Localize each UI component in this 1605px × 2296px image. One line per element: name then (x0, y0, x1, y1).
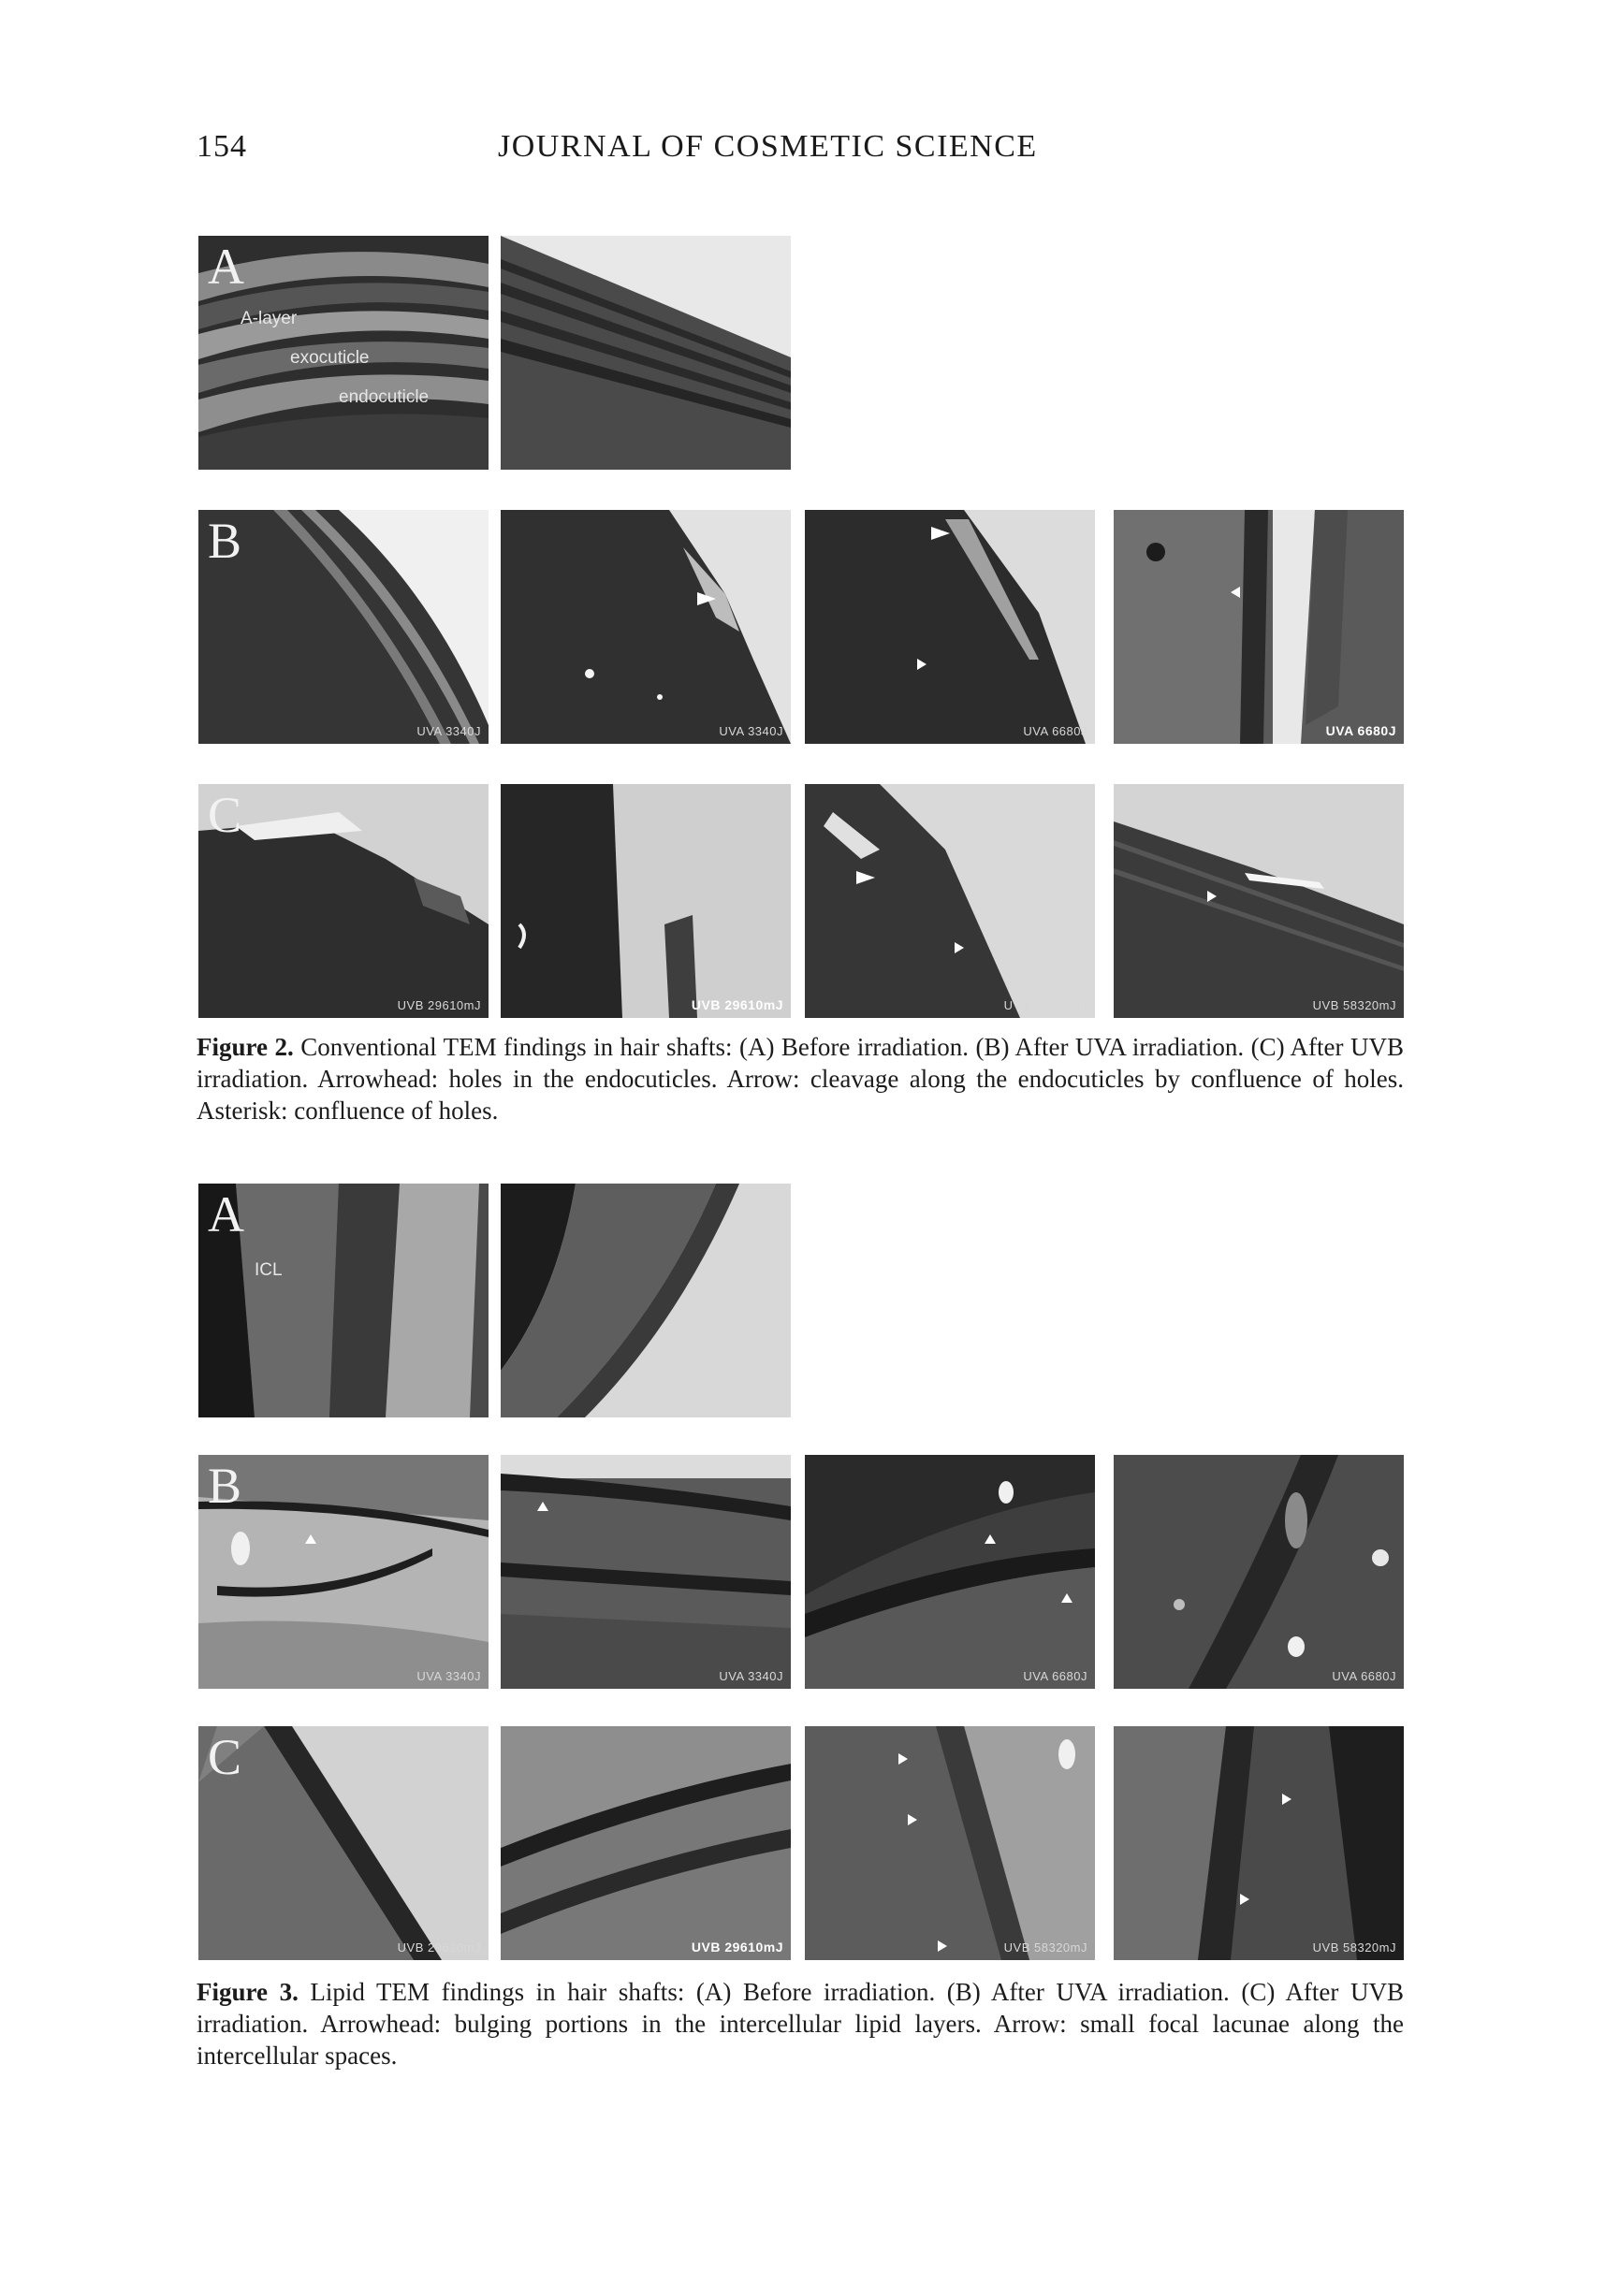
annotation-exocuticle: exocuticle (290, 348, 370, 368)
tem-micrograph-image (805, 1455, 1095, 1689)
fig2-panel-b3 (805, 510, 1095, 744)
tem-micrograph-image (501, 1184, 791, 1417)
journal-title: JOURNAL OF COSMETIC SCIENCE (498, 129, 1038, 164)
tem-micrograph-image (501, 236, 791, 470)
annotation-a-layer: A-layer (241, 309, 298, 328)
tem-micrograph-image (1114, 784, 1404, 1018)
dose-label: UVA 6680J (1325, 723, 1396, 738)
tem-micrograph-image (805, 1726, 1095, 1960)
fig3-panel-c2 (501, 1726, 791, 1960)
fig2-panel-c1 (198, 784, 489, 1018)
dose-label: UVA 3340J (719, 724, 783, 738)
figure-3-caption-text: Lipid TEM findings in hair shafts: (A) Before irradiation. (B) After UVA irradiation. (C) After UVB irradiation. Arrowhead: bulging portions in the intercellular lipid layers. Arrow: small focal lacunae along the intercellular spaces. (197, 1978, 1404, 2070)
panel-label: A (208, 239, 244, 295)
tem-micrograph-image (501, 784, 791, 1018)
fig3-panel-b3 (805, 1455, 1095, 1689)
dose-label: UVB 58320mJ (1003, 1940, 1087, 1955)
tem-micrograph-image (501, 1455, 791, 1689)
fig3-panel-b2 (501, 1455, 791, 1689)
fig2-panel-b2 (501, 510, 791, 744)
fig3-panel-a2 (501, 1184, 791, 1417)
dose-label: UVB 58320mJ (1003, 998, 1087, 1012)
dose-label: UVA 3340J (416, 1669, 481, 1683)
panel-label: A (208, 1186, 244, 1242)
fig2-panel-b4 (1114, 510, 1404, 744)
dose-label: UVA 3340J (416, 724, 481, 738)
tem-micrograph-image (1114, 1455, 1404, 1689)
fig3-panel-b1 (198, 1455, 489, 1689)
dose-label: UVB 29610mJ (397, 1940, 481, 1955)
dose-label: UVB 29610mJ (691, 997, 783, 1012)
figure-3-caption (197, 1976, 1404, 2071)
figure-2-caption (197, 1031, 1404, 1126)
fig2-panel-b1 (198, 510, 489, 744)
tem-micrograph-image (198, 784, 489, 1018)
dose-label: UVA 6680J (1023, 724, 1087, 738)
panel-label: C (208, 1729, 242, 1785)
dose-label: UVA 6680J (1332, 1669, 1396, 1683)
tem-micrograph-image (501, 1726, 791, 1960)
fig2-panel-c3 (805, 784, 1095, 1018)
fig3-panel-b4 (1114, 1455, 1404, 1689)
dose-label: UVA 3340J (719, 1669, 783, 1683)
dose-label: UVB 58320mJ (1312, 998, 1396, 1012)
dose-label: UVA 6680J (1023, 1669, 1087, 1683)
fig2-panel-a1 (198, 236, 489, 470)
dose-label: UVB 29610mJ (691, 1940, 783, 1955)
tem-micrograph-image (805, 784, 1095, 1018)
tem-micrograph-image (198, 510, 489, 744)
fig2-panel-a2 (501, 236, 791, 470)
figure-2-caption-text: Conventional TEM findings in hair shafts: (A) Before irradiation. (B) After UVA irradiation. (C) After UVB irradiation. Arrowhead: holes in the endocuticles. Arrow: cleavage along the endocuticles by confluence of holes. Asterisk: confluence of holes. (197, 1033, 1404, 1125)
annotation-endocuticle: endocuticle (339, 387, 430, 407)
panel-label: C (208, 787, 242, 843)
panel-label: B (208, 1458, 242, 1514)
dose-label: UVB 58320mJ (1312, 1940, 1396, 1955)
fig2-panel-c4 (1114, 784, 1404, 1018)
fig2-panel-c2 (501, 784, 791, 1018)
tem-micrograph-image (198, 1726, 489, 1960)
page-number: 154 (197, 129, 247, 164)
tem-micrograph-image (1114, 510, 1404, 744)
panel-label: B (208, 513, 242, 569)
annotation-icl: ICL (255, 1260, 283, 1280)
fig3-panel-c3 (805, 1726, 1095, 1960)
tem-micrograph-image (501, 510, 791, 744)
figure-2-caption-lead: Figure 2. (197, 1033, 294, 1061)
dose-label: UVB 29610mJ (397, 998, 481, 1012)
fig3-panel-a1 (198, 1184, 489, 1417)
tem-micrograph-image (1114, 1726, 1404, 1960)
tem-micrograph-image (805, 510, 1095, 744)
fig3-panel-c1 (198, 1726, 489, 1960)
tem-micrograph-image (198, 1455, 489, 1689)
figure-3-caption-lead: Figure 3. (197, 1978, 299, 2006)
fig3-panel-c4 (1114, 1726, 1404, 1960)
